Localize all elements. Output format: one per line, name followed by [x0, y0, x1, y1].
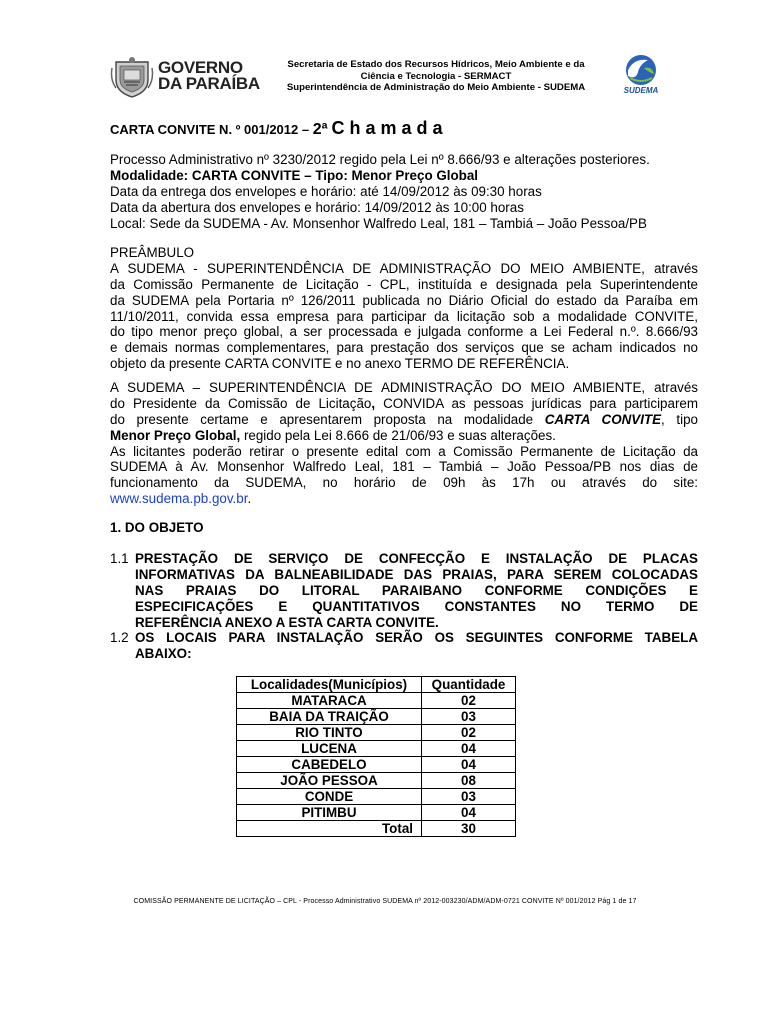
- item-line: PRESTAÇÃO DE SERVIÇO DE CONFECÇÃO E INSTALAÇÃO DE PLACAS: [135, 551, 698, 566]
- column-header-quantidade: Quantidade: [422, 677, 516, 693]
- table-row: MATARACA 02: [237, 693, 516, 709]
- governo-paraiba-wordmark: GOVERNO DA PARAÍBA: [158, 58, 260, 93]
- table-row: CABEDELO 04: [237, 757, 516, 773]
- item-1-2: 1.2 OS LOCAIS PARA INSTALAÇÃO SERÃO OS SEGUINTES CONFORME TABELA ABAIXO:: [110, 630, 698, 661]
- invitation-line: SUDEMA à Av. Monsenhor Walfredo Leal, 181 – Tambiá – João Pessoa/PB nos dias de: [110, 459, 698, 475]
- delivery-date: Data da entrega dos envelopes e horário: até 14/09/2012 às 09:30 horas: [110, 183, 542, 199]
- table-row: LUCENA 04: [237, 741, 516, 757]
- locations-table: [236, 676, 516, 837]
- invitation-line: do presente certame e apresentarem proposta na modalidade CARTA CONVITE, tipo: [110, 411, 698, 427]
- item-line: REFERÊNCIA ANEXO A ESTA CARTA CONVITE.: [135, 614, 439, 630]
- preambulo-heading: PREÂMBULO: [110, 245, 195, 260]
- preambulo-line: A SUDEMA - SUPERINTENDÊNCIA DE ADMINISTRAÇÃO DO MEIO AMBIENTE, através: [110, 260, 698, 276]
- coat-of-arms-icon: [110, 56, 154, 98]
- table-row: RIO TINTO 02: [237, 725, 516, 741]
- item-line: ESPECIFICAÇÕES E QUANTITATIVOS CONSTANTES NO TERMO DE: [135, 598, 698, 614]
- invitation-line: funcionamento da SUDEMA, no horário de 09h às 17h ou através do site:: [110, 475, 698, 491]
- preambulo-line: objeto da presente CARTA CONVITE e no anexo TERMO DE REFERÊNCIA.: [110, 356, 570, 372]
- table-row: BAIA DA TRAIÇÃO 03: [237, 709, 516, 725]
- table-total-row: [237, 821, 516, 837]
- preambulo-line: do tipo menor preço global, a ser processada e julgada conforme a Lei Federal n.º. 8.666/93: [110, 324, 698, 340]
- section-heading-objeto: 1. DO OBJETO: [110, 520, 204, 535]
- page-footer: COMISSÃO PERMANENTE DE LICITAÇÃO – CPL - Processo Administrativo SUDEMA nº 2012-003230/ADM/ADM-0721 CONVITE Nº 001/2012 Pág 1 de 17: [133, 898, 637, 905]
- location: Local: Sede da SUDEMA - Av. Monsenhor Walfredo Leal, 181 – Tambiá – João Pessoa/PB: [110, 215, 647, 231]
- governo-paraiba-logo: [110, 56, 260, 98]
- invitation-line: As licitantes poderão retirar o presente edital com a Comissão Permanente de Licitação da: [110, 443, 698, 459]
- item-line: OS LOCAIS PARA INSTALAÇÃO SERÃO OS SEGUINTES CONFORME TABELA: [135, 630, 698, 645]
- item-line: ABAIXO:: [135, 645, 192, 661]
- total-label: Total: [237, 821, 422, 837]
- header-agency-text: [262, 59, 610, 94]
- item-line: NAS PRAIAS DO LITORAL PARAIBANO CONFORME CONDIÇÕES E: [135, 582, 698, 598]
- preambulo-line: e demais normas complementares, para prestação dos serviços que se acham indicados no: [110, 340, 698, 356]
- header-line-3: Superintendência de Administração do Meio Ambiente - SUDEMA: [286, 82, 586, 93]
- preambulo-line: 11/10/2011, convida essa empresa para participar da licitação sob a modalidade CONVITE,: [110, 308, 698, 324]
- preambulo-line: da Comissão Permanente de Licitação - CPL, instituída e designada pela Superintendente: [110, 276, 698, 292]
- process-number: Processo Administrativo nº 3230/2012 regido pela Lei nº 8.666/93 e alterações posteriores.: [110, 152, 650, 167]
- preambulo-block: [110, 245, 698, 372]
- invitation-line: do Presidente da Comissão de Licitação, CONVIDA as pessoas jurídicas para participarem: [110, 395, 699, 411]
- table-header-row: [237, 677, 516, 693]
- opening-date: Data da abertura dos envelopes e horário: 14/09/2012 às 10:00 horas: [110, 199, 524, 215]
- table-row: CONDE 03: [237, 789, 516, 805]
- invitation-block: [110, 380, 698, 507]
- item-1-1: 1.1 PRESTAÇÃO DE SERVIÇO DE CONFECÇÃO E INSTALAÇÃO DE PLACAS INFORMATIVAS DA BALNEABILIDADE DAS PRAIAS, PARA SEREM COLOCADAS NAS PRAIAS DO LITORAL PARAIBANO CONFORME CONDIÇÕES E ESPECIFICAÇÕES E QUANTITATIVOS CONSTANTES NO TERMO DE REFERÊNCIA ANEXO A ESTA CARTA CONVITE.: [110, 551, 698, 630]
- intro-block: [110, 152, 698, 231]
- sudema-logo: [616, 50, 666, 96]
- item-line: INFORMATIVAS DA BALNEABILIDADE DAS PRAIAS, PARA SEREM COLOCADAS: [135, 566, 698, 582]
- modality: Modalidade: CARTA CONVITE – Tipo: Menor Preço Global: [110, 167, 479, 183]
- total-value: 30: [422, 821, 516, 837]
- column-header-localidades: Localidades(Municípios): [237, 677, 422, 693]
- svg-text:SUDEMA: SUDEMA: [623, 86, 659, 95]
- table-row: JOÃO PESSOA 08: [237, 773, 516, 789]
- website-link[interactable]: www.sudema.pb.gov.br: [110, 491, 248, 507]
- header-line-2: Ciência e Tecnologia - SERMACT: [360, 70, 512, 82]
- header-line-1: Secretaria de Estado dos Recursos Hídricos, Meio Ambiente e da: [287, 59, 585, 70]
- table-row: PITIMBU 04: [237, 805, 516, 821]
- website-line: www.sudema.pb.gov.br.: [110, 491, 252, 507]
- invitation-line: Menor Preço Global, regido pela Lei 8.666 de 21/06/93 e suas alterações.: [110, 427, 556, 443]
- document-title: CARTA CONVITE N. º 001/2012 – 2ª Chamada: [110, 118, 448, 138]
- invitation-line: A SUDEMA – SUPERINTENDÊNCIA DE ADMINISTRAÇÃO DO MEIO AMBIENTE, através: [110, 380, 698, 395]
- preambulo-line: da SUDEMA pela Portaria nº 126/2011 publicada no Diário Oficial do estado da Paraíba em: [110, 292, 698, 308]
